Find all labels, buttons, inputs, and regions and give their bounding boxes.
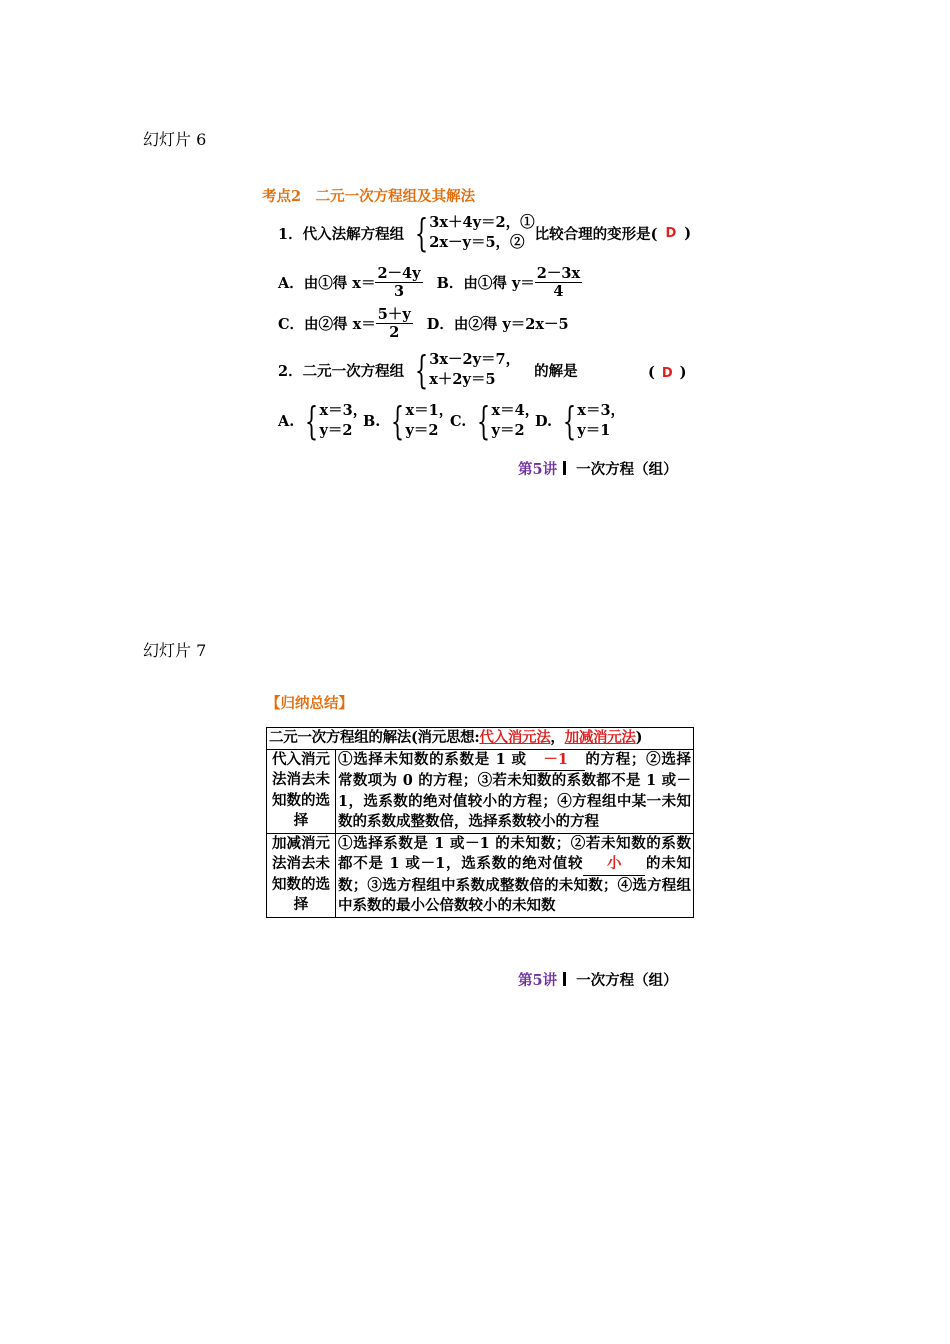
row-2-blank-answer: 小 [583, 854, 645, 876]
q2-answer: D [661, 366, 673, 381]
row-2-content [336, 833, 694, 917]
option-line-1: x＝1， [405, 402, 454, 419]
row-1-blank-answer: －1 [527, 750, 585, 772]
q2-equation-system [404, 350, 520, 390]
q2-open: ( [648, 364, 655, 381]
fraction-denominator: 3 [393, 283, 405, 300]
header-close: ) [635, 729, 643, 746]
summary-table [266, 727, 694, 918]
brace-icon: { [391, 399, 405, 443]
divider-icon [563, 461, 566, 475]
q2-eq1: 3x－2y＝7， [429, 351, 521, 368]
row-2-text-b: 的未知数；③选方程组中系数成整数倍的未知数；④选方程组中系数的最小公倍数较小的未知数 [338, 855, 691, 914]
option-line-2: y＝2 [491, 422, 525, 439]
fraction-denominator: 4 [553, 283, 564, 300]
summary-heading: 【归纳总结】 [266, 695, 353, 712]
row-1-head: 代入消元法消去未知数的选择 [267, 749, 336, 833]
fraction-numerator: 2－3x [536, 265, 581, 282]
header-prefix: 二元一次方程组的解法(消元思想: [269, 729, 480, 746]
footer-lecture: 第5讲 [518, 461, 558, 478]
q1-option-b-fraction [535, 265, 582, 300]
divider-icon [563, 972, 566, 986]
option-line-1: x＝4， [491, 402, 540, 419]
summary-table-header [267, 728, 694, 750]
q1-option-c: C．由②得 x＝ [278, 316, 376, 333]
option-line-2: y＝1 [577, 422, 611, 439]
row-1-text-b: 的方程；②选择常数项为 0 的方程；③若未知数的系数都不是 1 或－1，选系数的绝对值较小的方程；④方程组中某一未知数的系数成整数倍，选择系数较小的方程 [338, 750, 692, 830]
footer-title: 一次方程（组） [576, 461, 678, 478]
option-line-1: x＝3， [319, 402, 368, 419]
slide-7-footer [518, 969, 678, 990]
q2-answer-slot [648, 364, 687, 381]
header-method-elimination: 加减消元法 [564, 729, 636, 746]
q2-eq2: x＋2y＝5 [429, 371, 496, 388]
q2-close: ) [679, 364, 687, 381]
q1-suffix: 比较合理的变形是( [534, 225, 658, 243]
fraction-numerator: 5＋y [377, 306, 411, 323]
header-separator: ， [550, 729, 565, 746]
slide-7-label: 幻灯片 7 [143, 641, 207, 660]
slide-6-footer [518, 458, 678, 479]
option-label: A. [278, 412, 295, 430]
question-1 [278, 213, 691, 253]
q1-option-c-fraction [376, 306, 413, 341]
q1-option-a-fraction [375, 265, 422, 300]
option-label: C. [450, 412, 467, 430]
q1-eq2: 2x－y＝5，② [429, 234, 525, 251]
footer-title: 一次方程（组） [576, 972, 678, 989]
option-line-2: y＝2 [405, 422, 439, 439]
brace-icon: { [562, 399, 577, 443]
q1-answer: D [665, 225, 677, 241]
option-line-1: x＝3， [577, 402, 626, 419]
q1-options-row-2 [278, 306, 569, 341]
row-1-content [336, 749, 694, 833]
q2-suffix: 的解是 [534, 362, 578, 380]
fraction-denominator: 2 [389, 324, 400, 341]
header-method-substitution: 代入消元法 [479, 729, 551, 746]
q2-option-d [535, 401, 625, 441]
section-heading: 考点2 二元一次方程组及其解法 [262, 188, 476, 205]
q2-prefix: 2．二元一次方程组 [278, 362, 405, 380]
q2-options [278, 401, 625, 441]
q1-close: ) [684, 224, 692, 242]
option-line-2: y＝2 [319, 422, 353, 439]
row-2-head: 加减消元法消去未知数的选择 [267, 833, 336, 917]
row-2-text-a: ①选择系数是 1 或－1 的未知数；②若未知数的系数都不是 1 或－1，选系数的绝对值较 [338, 834, 691, 872]
footer-lecture: 第5讲 [518, 972, 558, 989]
q2-option-b [363, 399, 454, 443]
row-1-text-a: ①选择未知数的系数是 1 或 [338, 750, 527, 768]
q1-option-d: D．由②得 y＝2x－5 [426, 316, 569, 333]
q1-option-a: A．由①得 x＝ [278, 275, 376, 292]
brace-icon: { [414, 348, 429, 392]
q1-equation-system [404, 213, 535, 253]
question-2 [278, 350, 578, 390]
q1-option-b: B．由①得 y＝ [436, 275, 535, 292]
brace-icon: { [477, 399, 491, 443]
q1-options-row-1 [278, 265, 582, 300]
brace-icon: { [305, 399, 319, 443]
slide-6-label: 幻灯片 6 [143, 130, 207, 149]
fraction-numerator: 2－4y [377, 265, 421, 282]
option-label: B. [363, 412, 381, 430]
q2-option-c [450, 399, 540, 443]
q2-option-a [278, 399, 368, 443]
q1-prefix: 1．代入法解方程组 [278, 225, 405, 243]
q1-eq1: 3x＋4y＝2，① [429, 214, 535, 231]
option-label: D. [535, 412, 553, 430]
brace-icon: { [414, 211, 429, 255]
